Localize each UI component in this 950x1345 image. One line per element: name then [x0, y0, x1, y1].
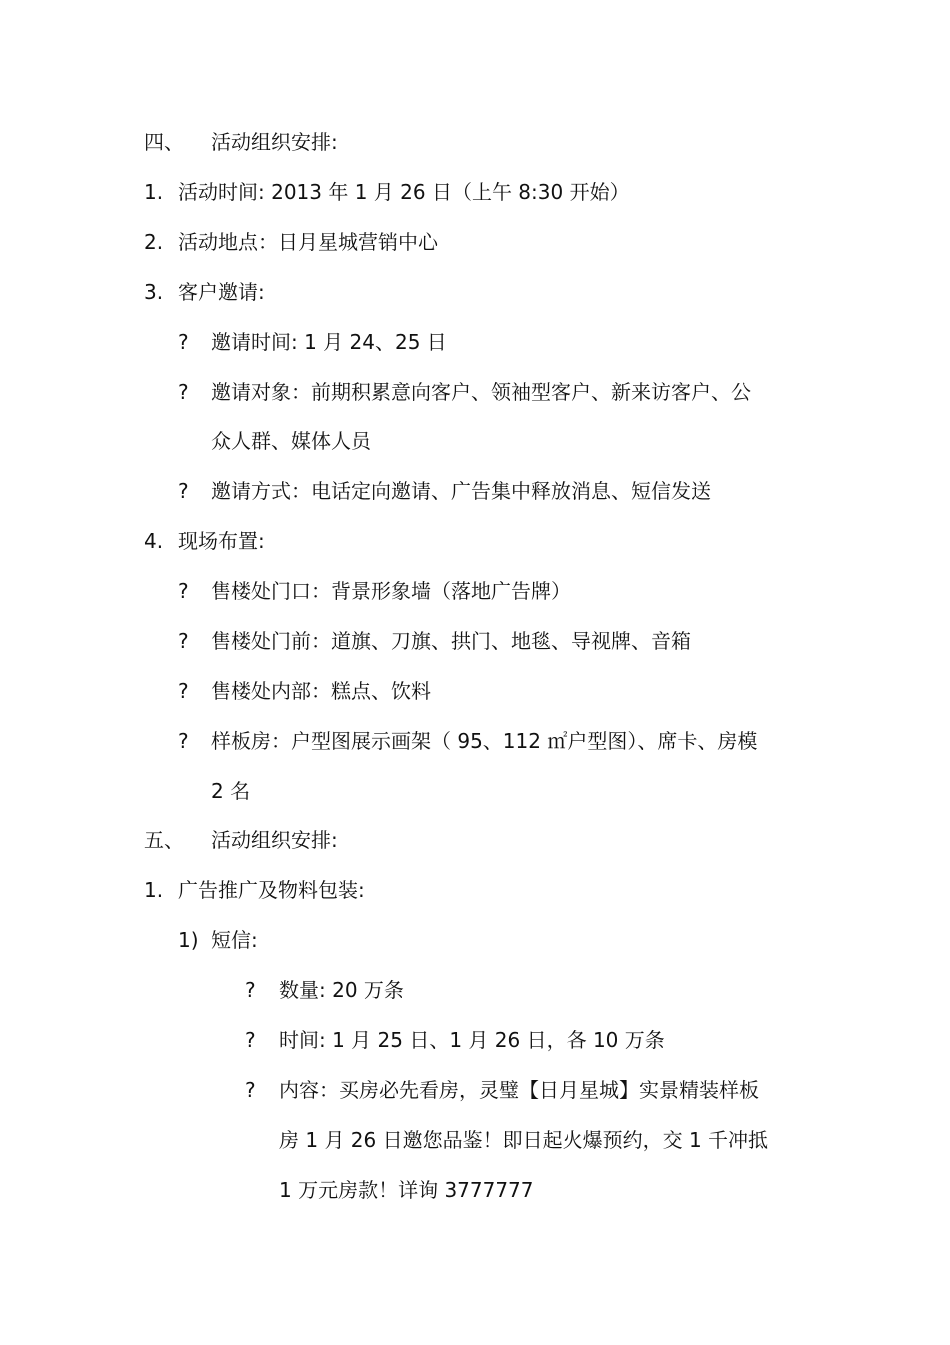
item-number: 1.: [144, 878, 164, 902]
layout-front: 售楼处门前：道旗、刀旗、拱门、地毯、导视牌、音箱: [211, 629, 691, 653]
section-4-marker: 四、: [144, 130, 184, 154]
sms-content-cont: 1 万元房款！详询 3777777: [279, 1178, 534, 1202]
bullet-marker: ?: [245, 1028, 256, 1052]
invite-targets: 邀请对象：前期积累意向客户、领袖型客户、新来访客户、公: [211, 380, 751, 404]
advertising-heading: 广告推广及物料包装:: [178, 878, 365, 902]
customer-invitation-heading: 客户邀请:: [178, 280, 265, 304]
activity-time: 活动时间: 2013 年 1 月 26 日（上午 8:30 开始）: [178, 180, 630, 204]
bullet-marker: ?: [178, 579, 189, 603]
sms-quantity: 数量: 20 万条: [279, 978, 404, 1002]
layout-model-room-cont: 2 名: [211, 779, 251, 803]
bullet-marker: ?: [178, 729, 189, 753]
item-number: 4.: [144, 529, 164, 553]
bullet-marker: ?: [178, 479, 189, 503]
section-4-heading: 活动组织安排:: [211, 130, 338, 154]
item-number: 3.: [144, 280, 164, 304]
bullet-marker: ?: [245, 978, 256, 1002]
layout-model-room: 样板房：户型图展示画架（ 95、112 ㎡户型图）、席卡、房模: [211, 729, 758, 753]
sms-heading: 短信:: [211, 928, 258, 952]
bullet-marker: ?: [178, 330, 189, 354]
sub-item-number: 1): [178, 928, 199, 952]
bullet-marker: ?: [178, 380, 189, 404]
invite-targets-cont: 众人群、媒体人员: [211, 429, 371, 453]
invite-time: 邀请时间: 1 月 24、25 日: [211, 330, 447, 354]
layout-entrance: 售楼处门口：背景形象墙（落地广告牌）: [211, 579, 571, 603]
invite-method: 邀请方式：电话定向邀请、广告集中释放消息、短信发送: [211, 479, 711, 503]
bullet-marker: ?: [245, 1078, 256, 1102]
layout-interior: 售楼处内部：糕点、饮料: [211, 679, 431, 703]
item-number: 1.: [144, 180, 164, 204]
sms-content: 内容：买房必先看房，灵璧【日月星城】实景精装样板: [279, 1078, 759, 1102]
section-5-marker: 五、: [144, 828, 184, 852]
item-number: 2.: [144, 230, 164, 254]
activity-location: 活动地点：日月星城营销中心: [178, 230, 438, 254]
bullet-marker: ?: [178, 629, 189, 653]
section-5-heading: 活动组织安排:: [211, 828, 338, 852]
bullet-marker: ?: [178, 679, 189, 703]
sms-content-cont: 房 1 月 26 日邀您品鉴！即日起火爆预约，交 1 千冲抵: [279, 1128, 769, 1152]
sms-time: 时间: 1 月 25 日、1 月 26 日，各 10 万条: [279, 1028, 665, 1052]
site-layout-heading: 现场布置:: [178, 529, 265, 553]
